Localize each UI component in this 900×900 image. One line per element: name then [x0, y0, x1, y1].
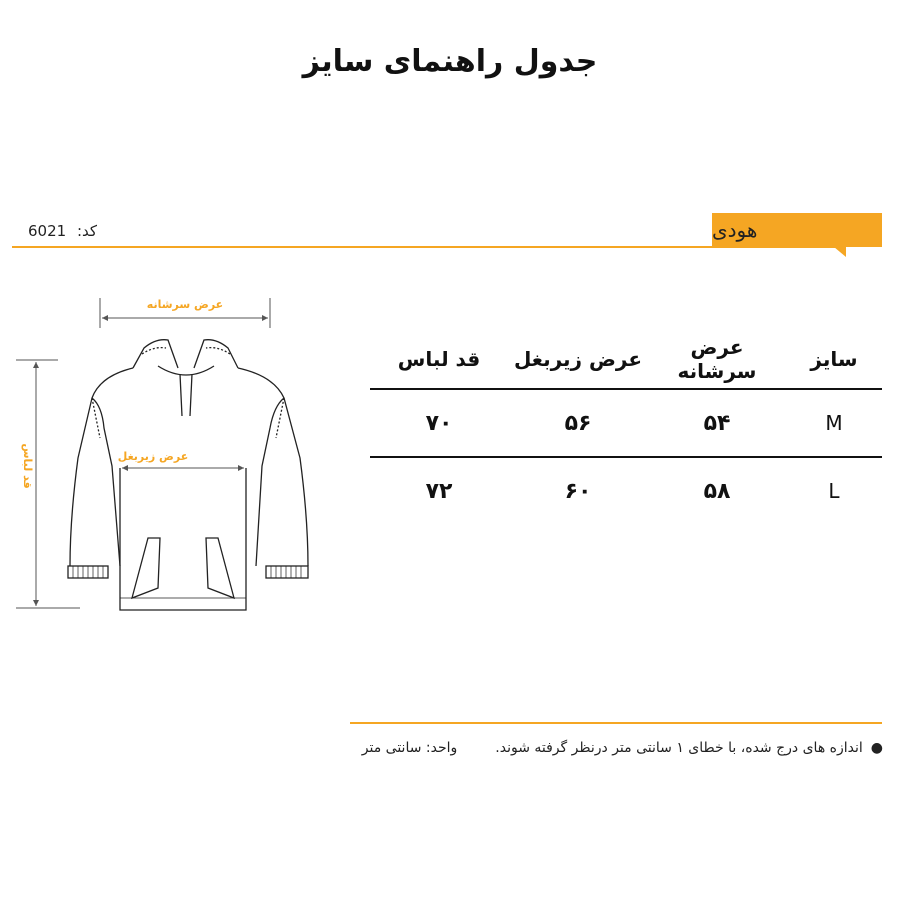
cell-length: ۷۰ [370, 389, 508, 457]
shoulder-measure [100, 298, 270, 328]
product-code-value: 6021 [28, 222, 67, 240]
bullet-icon: ● [870, 740, 883, 756]
length-measure [16, 360, 80, 608]
table-row [370, 457, 882, 524]
hoodie-diagram [8, 288, 338, 618]
cell-size: M [786, 389, 882, 457]
shoulder-label: عرض سرشانه [146, 298, 224, 311]
chest-label: عرض زیربغل [117, 450, 189, 463]
cell-shoulder-width: ۵۸ [703, 478, 731, 504]
header-shoulder-width: عرض سرشانه [648, 330, 786, 389]
length-label: قد لباس [21, 443, 34, 489]
cell-chest-width: ۶۰ [564, 478, 592, 504]
cell-shoulder-width: ۵۴ [648, 389, 786, 457]
size-table-grid [370, 330, 882, 524]
cell-chest-width: ۵۶ [508, 389, 648, 457]
hoodie-outline [68, 340, 308, 610]
table-row [370, 389, 882, 457]
unit-note: واحد: سانتی متر [361, 740, 458, 756]
size-table [370, 330, 882, 524]
header-chest-width: عرض زیربغل [508, 330, 648, 389]
cell-length: ۷۲ [425, 478, 453, 504]
product-code [28, 222, 97, 240]
product-name-tag [712, 213, 882, 247]
product-code-label: کد: [76, 222, 98, 240]
footer-divider [350, 722, 882, 724]
chest-measure [118, 450, 244, 471]
tolerance-note: اندازه های درج شده، با خطای ۱ سانتی متر درنظر گرفته شوند. [495, 740, 863, 756]
footnote [340, 740, 883, 756]
page-title: جدول راهنمای سایز [302, 44, 598, 79]
product-name: هودی [712, 218, 758, 242]
header-size: سایز [786, 330, 882, 389]
header-length: قد لباس [370, 330, 508, 389]
table-header-row [370, 330, 882, 389]
cell-size: L [828, 479, 840, 503]
tag-notch [834, 247, 846, 257]
